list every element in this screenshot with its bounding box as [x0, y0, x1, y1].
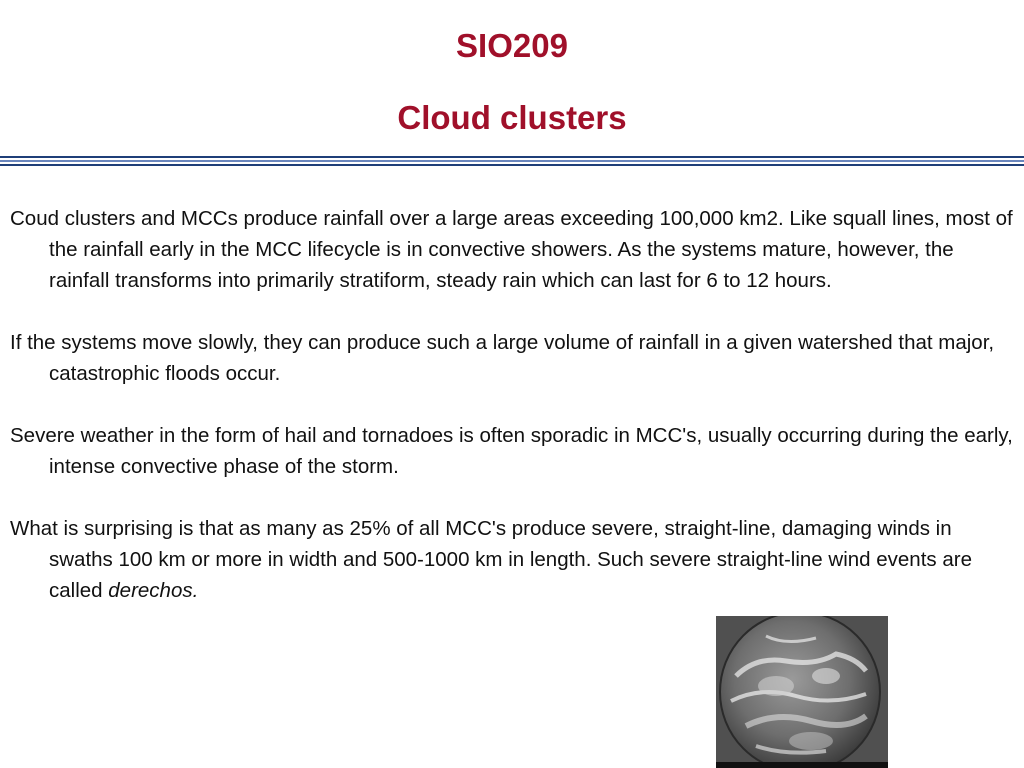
globe-graphic: [716, 616, 888, 768]
title-divider: [0, 156, 1024, 168]
satellite-globe-image: [716, 616, 888, 768]
paragraph-severe-weather: Severe weather in the form of hail and tornadoes is often sporadic in MCC's, usually occurring during the early, intense convective phase of the storm.: [10, 424, 1013, 478]
image-caption-strip: [716, 762, 888, 768]
slide-subtitle: Cloud clusters: [397, 99, 627, 136]
paragraph-rainfall: Coud clusters and MCCs produce rainfall over a large areas exceeding 100,000 km2. Like squall lines, most of the rainfall early in the MCC lifecycle is in convective showers. As the systems mature, however, the rainfall transforms into primarily stratiform, steady rain which can last for 6 to 12 hours.: [10, 207, 1013, 292]
slide-body: [10, 203, 1014, 637]
paragraph-derechos: [10, 513, 1014, 606]
slide-title: SIO209: [456, 27, 568, 64]
derechos-term: derechos.: [108, 579, 199, 602]
paragraph-floods: If the systems move slowly, they can produce such a large volume of rainfall in a given watershed that major, catastrophic floods occur.: [10, 331, 995, 385]
paragraph-derechos-text: What is surprising is that as many as 25% of all MCC's produce severe, straight-line, damaging winds in swaths 100 km or more in width and 500-1000 km in length. Such severe straight-line wind events are called: [10, 517, 972, 602]
